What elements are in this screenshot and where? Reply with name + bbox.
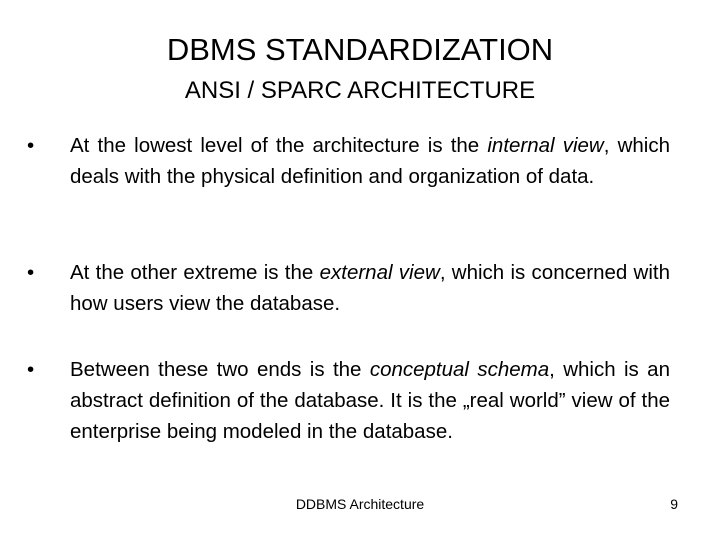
footer-title: DDBMS Architecture — [295, 496, 425, 512]
bullet-item-internal-view — [27, 130, 670, 192]
bullet-item-conceptual-schema — [27, 354, 670, 447]
bullet-text-emphasis: internal view — [487, 134, 604, 157]
bullet-dot-icon: • — [27, 134, 35, 157]
page-number: 9 — [670, 496, 678, 512]
bullet-text-after: , which is concerned with how users view the database. — [70, 261, 671, 315]
bullet-text-emphasis: external view — [319, 261, 440, 284]
bullet-dot-icon: • — [27, 261, 35, 284]
bullet-text-after: , which is an abstract definition of the database. It is the „real world” view of the enterprise being modeled in the database. — [70, 358, 670, 443]
slide-title: DBMS STANDARDIZATION — [166, 32, 554, 67]
bullet-text-before: Between these two ends is the — [70, 358, 370, 381]
bullet-text-after: , which deals with the physical definition and organization of data. — [70, 134, 670, 188]
bullet-text-before: At the other extreme is the — [70, 261, 320, 284]
slide-subtitle: ANSI / SPARC ARCHITECTURE — [184, 77, 536, 104]
bullet-text-before: At the lowest level of the architecture is the — [70, 134, 488, 157]
bullet-item-external-view — [27, 257, 671, 319]
bullet-dot-icon: • — [27, 358, 35, 381]
bullet-text-emphasis: conceptual schema — [369, 358, 550, 381]
